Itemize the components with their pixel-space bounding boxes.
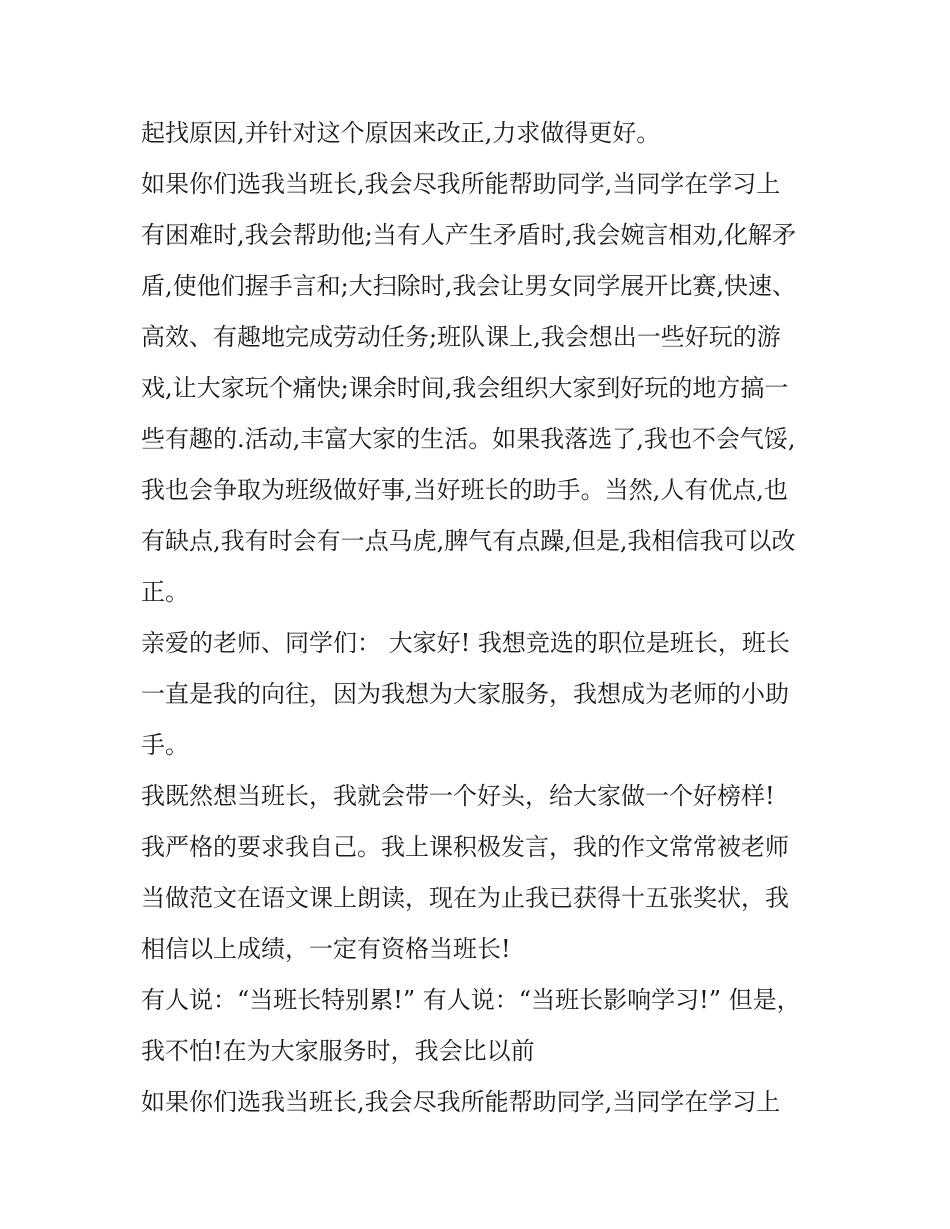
text-line: 一直是我的向往，因为我想为大家服务，我想成为老师的小助	[141, 680, 789, 708]
text-line: 有人说：“当班长特别累!” 有人说：“当班长影响学习!” 但是，	[141, 986, 801, 1014]
text-line: 正。	[141, 578, 189, 606]
text-line: 些有趣的.活动,丰富大家的生活。如果我落选了,我也不会气馁,	[141, 425, 796, 453]
text-line: 我严格的要求我自己。我上课积极发言，我的作文常常被老师	[141, 833, 789, 861]
text-line: 我不怕!在为大家服务时，我会比以前	[141, 1037, 535, 1065]
text-line: 高效、有趣地完成劳动任务;班队课上,我会想出一些好玩的游	[141, 323, 781, 351]
document-body	[141, 108, 821, 1128]
text-line: 戏,让大家玩个痛快;课余时间,我会组织大家到好玩的地方搞一	[141, 374, 789, 402]
text-line: 起找原因,并针对这个原因来改正,力求做得更好。	[141, 119, 661, 147]
text-line: 相信以上成绩，一定有资格当班长!	[141, 935, 511, 963]
text-line: 盾,使他们握手言和;大扫除时,我会让男女同学展开比赛,快速、	[141, 272, 796, 300]
text-line: 有困难时,我会帮助他;当有人产生矛盾时,我会婉言相劝,化解矛	[141, 221, 796, 249]
text-line: 如果你们选我当班长,我会尽我所能帮助同学,当同学在学习上	[141, 170, 781, 198]
text-line: 我既然想当班长，我就会带一个好头，给大家做一个好榜样!	[141, 782, 775, 810]
text-line: 当做范文在语文课上朗读，现在为止我已获得十五张奖状，我	[141, 884, 789, 912]
text-line: 手。	[141, 731, 189, 759]
text-line: 亲爱的老师、同学们： 大家好! 我想竞选的职位是班长，班长	[141, 629, 790, 657]
text-line: 如果你们选我当班长,我会尽我所能帮助同学,当同学在学习上	[141, 1088, 781, 1116]
text-line: 我也会争取为班级做好事,当好班长的助手。当然,人有优点,也	[141, 476, 788, 504]
text-line: 有缺点,我有时会有一点马虎,脾气有点躁,但是,我相信我可以改	[141, 527, 796, 555]
